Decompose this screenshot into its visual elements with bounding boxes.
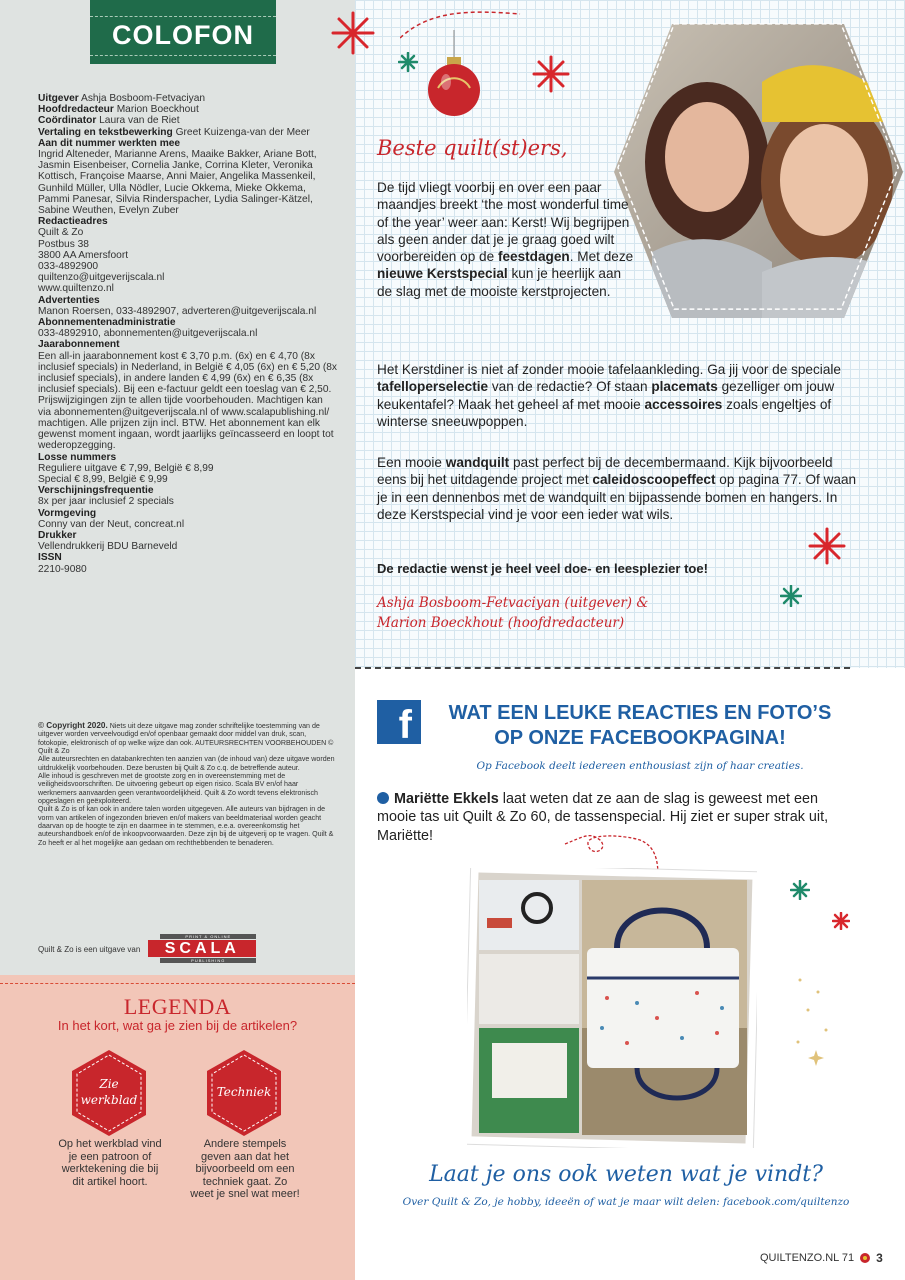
editorial-wish: De redactie wenst je heel veel doe- en leesplezier toe!: [377, 561, 708, 576]
colofon-entry: [38, 541, 338, 552]
colofon-entry: [38, 216, 338, 227]
colofon-entry-label: Jaarabonnement: [38, 339, 120, 351]
snowflake-icon: [808, 527, 846, 565]
footer-site: QUILTENZO.NL 71: [760, 1252, 855, 1264]
colofon-entry: [38, 474, 338, 485]
colofon-entry: [38, 250, 338, 261]
publisher-line: [38, 934, 256, 964]
editorial-paragraph-2: Het Kerstdiner is niet af zonder mooie tafelaankleding. Ga jij voor de speciale tafelloperselectie van de redactie? Of staan placemats gezelliger om jouw keukentafel? Maak het geheel af met mooie accessoires zoals engeltjes of winterse sneeuwpoppen.: [377, 362, 841, 429]
sparkle-icon: [790, 970, 840, 1070]
colofon-entry: [38, 328, 338, 339]
colofon-entry: [38, 272, 338, 283]
copyright-line: Alle auteursrechten en databankrechten ten aanzien van (de inhoud van) deze uitgave worden uitdrukkelijk voorbehouden. Deze berusten bij Quilt & Zo c.q. de betreffende auteur.: [38, 755, 335, 772]
colofon-entry: [38, 485, 338, 496]
colofon-entry-label: Hoofdredacteur: [38, 104, 114, 116]
colofon-entry-label: Drukker: [38, 529, 77, 541]
colofon-entry-value: Manon Roersen, 033-4892907, adverteren@uitgeverijscala.nl: [38, 305, 317, 317]
copyright-notice: [38, 722, 338, 847]
colofon-entry: [38, 138, 338, 149]
colofon-entry-label: ISSN: [38, 552, 62, 564]
colofon-entry-value: 3800 AA Amersfoort: [38, 249, 129, 261]
facebook-link-line[interactable]: Over Quilt & Zo, je hobby, ideeën of wat je maar wilt delen: facebook.com/quiltenzo: [402, 1196, 850, 1208]
page-number: 3: [876, 1251, 883, 1265]
colofon-entry-value: Reguliere uitgave € 7,99, België € 8,99: [38, 462, 214, 474]
colofon-entry: [38, 93, 338, 104]
techniek-stamp: Techniek: [205, 1048, 283, 1138]
colofon-entry: [38, 508, 338, 519]
colofon-entry-value: Vellendrukkerij BDU Barneveld: [38, 541, 178, 553]
flower-icon: [859, 1252, 871, 1264]
colofon-entries: [38, 93, 338, 575]
colofon-entry: [38, 104, 338, 115]
snowflake-icon: [330, 10, 376, 56]
colofon-entry-label: Redactieadres: [38, 216, 108, 228]
colofon-entry-value: Quilt & Zo: [38, 227, 84, 239]
editorial-greeting: Beste quilt(st)ers,: [377, 136, 568, 160]
legenda-subtitle: In het kort, wat ga je zien bij de artikelen?: [57, 1018, 298, 1033]
editorial-intro: De tijd vliegt voorbij en over een paar maandjes breekt ‘the most wonderful time of the year’ weer aan: Kerst! Wij begrijpen als geen ander dat je je graag goed wilt voorbereiden op de feestdagen. Met deze nieuwe Kerstspecial kun je heerlijk aan de slag met de mooiste kerstprojecten.: [377, 180, 634, 299]
colofon-entry: [38, 115, 338, 126]
techniek-description: Andere stempels geven aan dat het bijvoorbeeld om een techniek gaat. Zo weet je snel wat meer!: [190, 1138, 300, 1201]
colofon-entry: [38, 317, 338, 328]
colofon-entry-value: Ingrid Alteneder, Marianne Arens, Maaike Bakker, Ariane Bott, Jasmin Eisenbeiser, Cornelia Janke, Corrina Kleter, Veronika Kottisch, Françoise Maarse, Anni Maier, Angelika Massenkeil, Gunhild Müller, Ulla Nödler, Lucie Okkema, Mieke Okkema, Pammi Panesar, Silvia Rinderspacher, Lydia Salinger-Kätzel, Sabine Weuthen, Evelyn Zuber: [38, 149, 317, 217]
colofon-entry-label: Verschijningsfrequentie: [38, 485, 154, 497]
editors-photo: [612, 22, 904, 320]
colofon-entry-label: Aan dit nummer werkten mee: [38, 137, 181, 149]
colofon-entry-value: quiltenzo@uitgeverijscala.nl: [38, 272, 165, 284]
colofon-entry: [38, 261, 338, 272]
bullet-icon: [377, 792, 389, 804]
colofon-entry-value: 033-4892910, abonnementen@uitgeverijscala.nl: [38, 328, 258, 340]
copyright-text: Niets uit deze uitgave mag zonder schriftelijke toestemming van de uitgever worden verveelvoudigd en/of openbaar gemaakt door middel van druk, scan, fotokopie, elektronisch of op welke wijze dan ook. AUTEURSRECHTEN VOORBEHOUDEN © Quilt & Zo: [38, 722, 334, 756]
colofon-entry: [38, 519, 338, 530]
colofon-entry: [38, 452, 338, 463]
colofon-entry: [38, 530, 338, 541]
colofon-entry-label: Advertenties: [38, 294, 100, 306]
snowflake-icon: [532, 55, 570, 93]
werkblad-stamp: Zie werkblad: [70, 1048, 148, 1138]
editorial-paragraph-3: Een mooie wandquilt past perfect bij de decembermaand. Kijk bijvoorbeeld eens bij het uitdagende project met caleidoscoopeffect op pagina 77. Of waan je in een dennenbos met de wandquilt en bijpassende bomen en hangers. In deze Kerstspecial vind je voor een ieder wat wils.: [377, 455, 857, 522]
copyright-line: Quilt & Zo is of kan ook in andere talen worden uitgegeven. Alle auteurs van bijdragen in de vorm van artikelen of ingezonden brieven en/of makers van beeldmateriaal worden geacht daarvan op de hoogte te zijn en daarmee in te stemmen, e.e.a. overeenkomstig het auteurshandboek en/of de inkoopvoorwaarden. Deze zijn bij de uitgeverij op te vragen. Quilt & Zo heeft er al het mogelijke aan gedaan om rechthebbenden te benaderen.: [38, 805, 334, 847]
snowflake-icon: [780, 585, 802, 607]
snowflake-icon: [398, 52, 418, 72]
werkblad-description: Op het werkblad vind je een patroon of werktekening die bij dit artikel hoort.: [58, 1138, 162, 1188]
colofon-entry: [38, 552, 338, 563]
poster-name: Mariëtte Ekkels: [394, 791, 499, 807]
snowflake-icon: [832, 912, 850, 930]
page-footer: [760, 1251, 883, 1265]
copyright-label: © Copyright 2020.: [38, 721, 108, 730]
publisher-text: Quilt & Zo is een uitgave van: [38, 944, 141, 954]
section-divider: [355, 667, 850, 669]
colofon-entry: [38, 339, 338, 350]
scala-logo: PRINT & ONLINE SCALA PUBLISHING: [148, 934, 256, 964]
facebook-icon[interactable]: f: [377, 700, 421, 744]
colofon-entry-value: 033-4892900: [38, 261, 99, 273]
colofon-entry: [38, 283, 338, 294]
facebook-subtitle: Op Facebook deelt iedereen enthousiast zijn of haar creaties.: [476, 760, 804, 772]
colofon-entry: [38, 227, 338, 238]
bauble-icon: [424, 30, 484, 120]
colofon-entry-label: Vormgeving: [38, 507, 97, 519]
colofon-entry-value: 8x per jaar inclusief 2 specials: [38, 496, 174, 508]
colofon-entry-value: Greet Kuizenga-van der Meer: [172, 126, 310, 138]
legenda-panel: [0, 975, 355, 1280]
colofon-entry-label: Coördinator: [38, 115, 97, 127]
facebook-title: WAT EEN LEUKE REACTIES EN FOTO’S OP ONZE FACEBOOKPAGINA!: [448, 702, 832, 749]
colofon-entry: [38, 351, 338, 452]
colofon-entry-label: Vertaling en tekstbewerking: [38, 126, 173, 138]
colofon-entry-value: Ashja Bosboom-Fetvaciyan: [78, 93, 206, 104]
colofon-panel: [0, 0, 355, 975]
copyright-line: Alle inhoud is geschreven met de grootste zorg en in overeenstemming met de veiligheidsvoorschriften. De uitvoering gebeurt op eigen risico. Scala BV en/of haar werknemers aanvaarden geen verantwoordelijkheid. Quilt & Zo wordt tevens elektronisch opgeslagen en geëxploiteerd.: [38, 772, 318, 806]
colofon-entry: [38, 127, 338, 138]
colofon-entry: [38, 496, 338, 507]
facebook-post: Mariëtte Ekkels laat weten dat ze aan de slag is geweest met een mooie tas uit Quilt & Zo 60, de tassenspecial. Hij ziet er super strak uit, Mariëtte!: [377, 791, 829, 844]
bag-photo: [467, 868, 757, 1148]
colofon-entry-value: Marion Boeckhout: [113, 104, 199, 116]
colofon-entry: [38, 306, 338, 317]
colofon-entry-value: www.quiltenzo.nl: [38, 283, 114, 295]
facebook-call-to-action: Laat je ons ook weten wat je vindt?: [429, 1162, 823, 1187]
colofon-entry: [38, 295, 338, 306]
colofon-title: COLOFON: [90, 0, 276, 64]
snowflake-icon: [790, 880, 810, 900]
colofon-entry-value: Conny van der Neut, concreat.nl: [38, 518, 185, 530]
colofon-entry-value: 2210-9080: [38, 563, 87, 575]
colofon-entry-label: Abonnementenadministratie: [38, 317, 176, 329]
colofon-entry: [38, 463, 338, 474]
colofon-entry-label: Losse nummers: [38, 451, 117, 463]
editorial-signature: Ashja Bosboom-Fetvaciyan (uitgever) & Marion Boeckhout (hoofdredacteur): [377, 595, 649, 631]
colofon-entry-value: Special € 8,99, België € 9,99: [38, 473, 168, 485]
colofon-entry-value: Een all-in jaarabonnement kost € 3,70 p.m. (6x) en € 4,70 (8x inclusief specials) in Nederland, in België € 4,05 (6x) en € 5,20 (8x inclusief specials), in andere landen € 4,99 (6x) en € 6,35 (8x inclusief specials). Bij een e-factuur geldt een toeslag van € 2,50. Prijswijzigingen zijn te allen tijde voorbehouden. Machtigen kan via abonnementen@uitgeverijscala.nl of www.scalapublishing.nl/ machtigen. Alle prijzen zijn incl. BTW. Het abonnement kan elk gewenst moment ingaan, wordt jaarlijks geïncasseerd en loopt tot wederopzegging.: [38, 350, 337, 452]
colofon-entry-value: Laura van de Riet: [96, 115, 180, 127]
colofon-entry-value: Postbus 38: [38, 238, 89, 250]
colofon-entry: [38, 239, 338, 250]
colofon-entry: [38, 564, 338, 575]
colofon-entry-label: Uitgever: [38, 93, 79, 104]
colofon-entry: [38, 149, 338, 216]
legenda-title: LEGENDA: [123, 994, 232, 1019]
